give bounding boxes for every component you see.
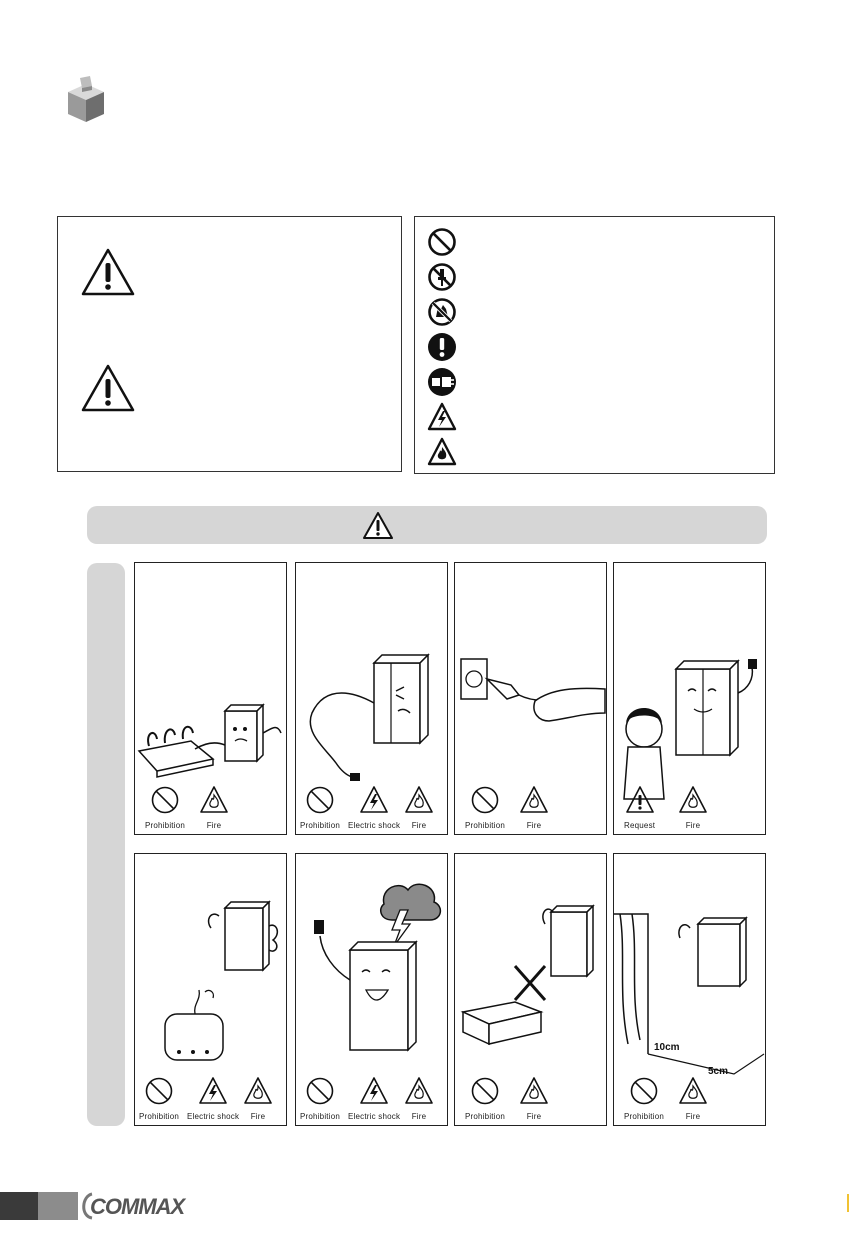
electric-shock-icon — [427, 402, 457, 432]
hazard-label: Prohibition — [145, 821, 186, 830]
warning-banner-icon — [362, 511, 394, 540]
hazard-label: Fire — [526, 1112, 542, 1121]
shock-hazard-item — [187, 1076, 239, 1121]
unplug-icon — [427, 367, 457, 397]
fire-hazard-item — [678, 785, 708, 830]
hazard-label: Electric shock — [187, 1112, 240, 1121]
fire-hazard-item — [678, 1076, 708, 1121]
shock-hazard-item — [348, 1076, 400, 1121]
mandatory-icon — [427, 332, 457, 362]
hazard-label: Fire — [685, 821, 701, 830]
hazard-icon-row — [135, 784, 286, 830]
hazard-label: Fire — [526, 821, 542, 830]
prohibition-icon — [427, 227, 457, 257]
fire-hazard-item — [404, 785, 434, 830]
hazard-label: Fire — [411, 1112, 427, 1121]
prohibition-hazard-item — [624, 1076, 664, 1121]
panel-pull-plug — [454, 562, 607, 835]
fire-icon — [243, 1076, 273, 1106]
hazard-icon-row — [455, 784, 606, 830]
hazard-label: Prohibition — [465, 821, 506, 830]
warning-caution-box — [57, 216, 402, 472]
hazard-label: Prohibition — [300, 821, 341, 830]
fire-hazard-item — [243, 1076, 273, 1121]
hazard-icon-row — [296, 1075, 447, 1121]
hazard-label: Request — [624, 821, 656, 830]
prohibition-hazard-item — [465, 1076, 505, 1121]
prohibition-hazard-item — [300, 1076, 340, 1121]
footer-mid-block — [38, 1192, 78, 1220]
request-icon — [625, 785, 655, 815]
fire-icon — [519, 785, 549, 815]
fire-hazard-item — [519, 1076, 549, 1121]
panel-humidifier — [134, 853, 287, 1126]
electric-shock-icon — [198, 1076, 228, 1106]
panel-thunderstorm — [295, 853, 448, 1126]
hazard-label: Prohibition — [624, 1112, 665, 1121]
request-hazard-item — [624, 785, 655, 830]
fire-icon — [404, 785, 434, 815]
electric-shock-icon — [359, 1076, 389, 1106]
hazard-label: Fire — [411, 821, 427, 830]
prohibition-hazard-item — [465, 785, 505, 830]
fire-icon — [678, 1076, 708, 1106]
fire-hazard-item — [519, 785, 549, 830]
hazard-label: Fire — [250, 1112, 266, 1121]
prohibition-icon — [150, 785, 180, 815]
prohibition-icon — [470, 785, 500, 815]
warning-sidebar — [87, 563, 125, 1126]
clearance-10cm-label: 10cm — [654, 1042, 680, 1053]
warning-triangle-icon — [80, 247, 136, 297]
prohibition-icon — [629, 1076, 659, 1106]
prohibition-icon — [470, 1076, 500, 1106]
fire-icon — [404, 1076, 434, 1106]
caution-triangle-icon — [80, 363, 136, 413]
page-edge-marker — [847, 1194, 849, 1212]
hazard-label: Electric shock — [348, 821, 401, 830]
hazard-icon-row — [135, 1075, 286, 1121]
hazard-icon-row — [614, 1075, 765, 1121]
warning-banner — [87, 506, 767, 544]
symbol-legend-box — [414, 216, 775, 474]
panel-heat-source — [454, 853, 607, 1126]
fire-hazard-item — [199, 785, 229, 830]
fire-hazard-item — [404, 1076, 434, 1121]
hazard-label: Electric shock — [348, 1112, 401, 1121]
hazard-label: Prohibition — [300, 1112, 341, 1121]
hazard-label: Prohibition — [465, 1112, 506, 1121]
fire-icon — [519, 1076, 549, 1106]
fire-icon — [678, 785, 708, 815]
no-wet-hands-icon — [427, 297, 457, 327]
prohibition-hazard-item — [300, 785, 340, 830]
panel-multi-outlet — [134, 562, 287, 835]
hazard-label: Prohibition — [139, 1112, 180, 1121]
panel-damaged-cord — [295, 562, 448, 835]
hazard-icon-row — [614, 784, 765, 830]
prohibition-icon — [144, 1076, 174, 1106]
hazard-label: Fire — [206, 821, 222, 830]
prohibition-hazard-item — [145, 785, 185, 830]
commax-logo — [78, 1192, 228, 1220]
fire-icon — [199, 785, 229, 815]
hazard-icon-row — [455, 1075, 606, 1121]
panel-ventilation-clearance — [613, 853, 766, 1126]
footer-color-bar — [0, 1192, 78, 1220]
hazard-label: Fire — [685, 1112, 701, 1121]
clearance-5cm-label: 5cm — [708, 1066, 729, 1077]
prohibition-icon — [305, 1076, 335, 1106]
package-icon — [62, 76, 108, 124]
shock-hazard-item — [348, 785, 400, 830]
fire-icon — [427, 437, 457, 467]
prohibition-icon — [305, 785, 335, 815]
svg-text:COMMAX: COMMAX — [90, 1194, 185, 1219]
footer-dark-block — [0, 1192, 38, 1220]
panel-child-safety — [613, 562, 766, 835]
electric-shock-icon — [359, 785, 389, 815]
prohibition-hazard-item — [139, 1076, 179, 1121]
no-disassembly-icon — [427, 262, 457, 292]
hazard-icon-row — [296, 784, 447, 830]
